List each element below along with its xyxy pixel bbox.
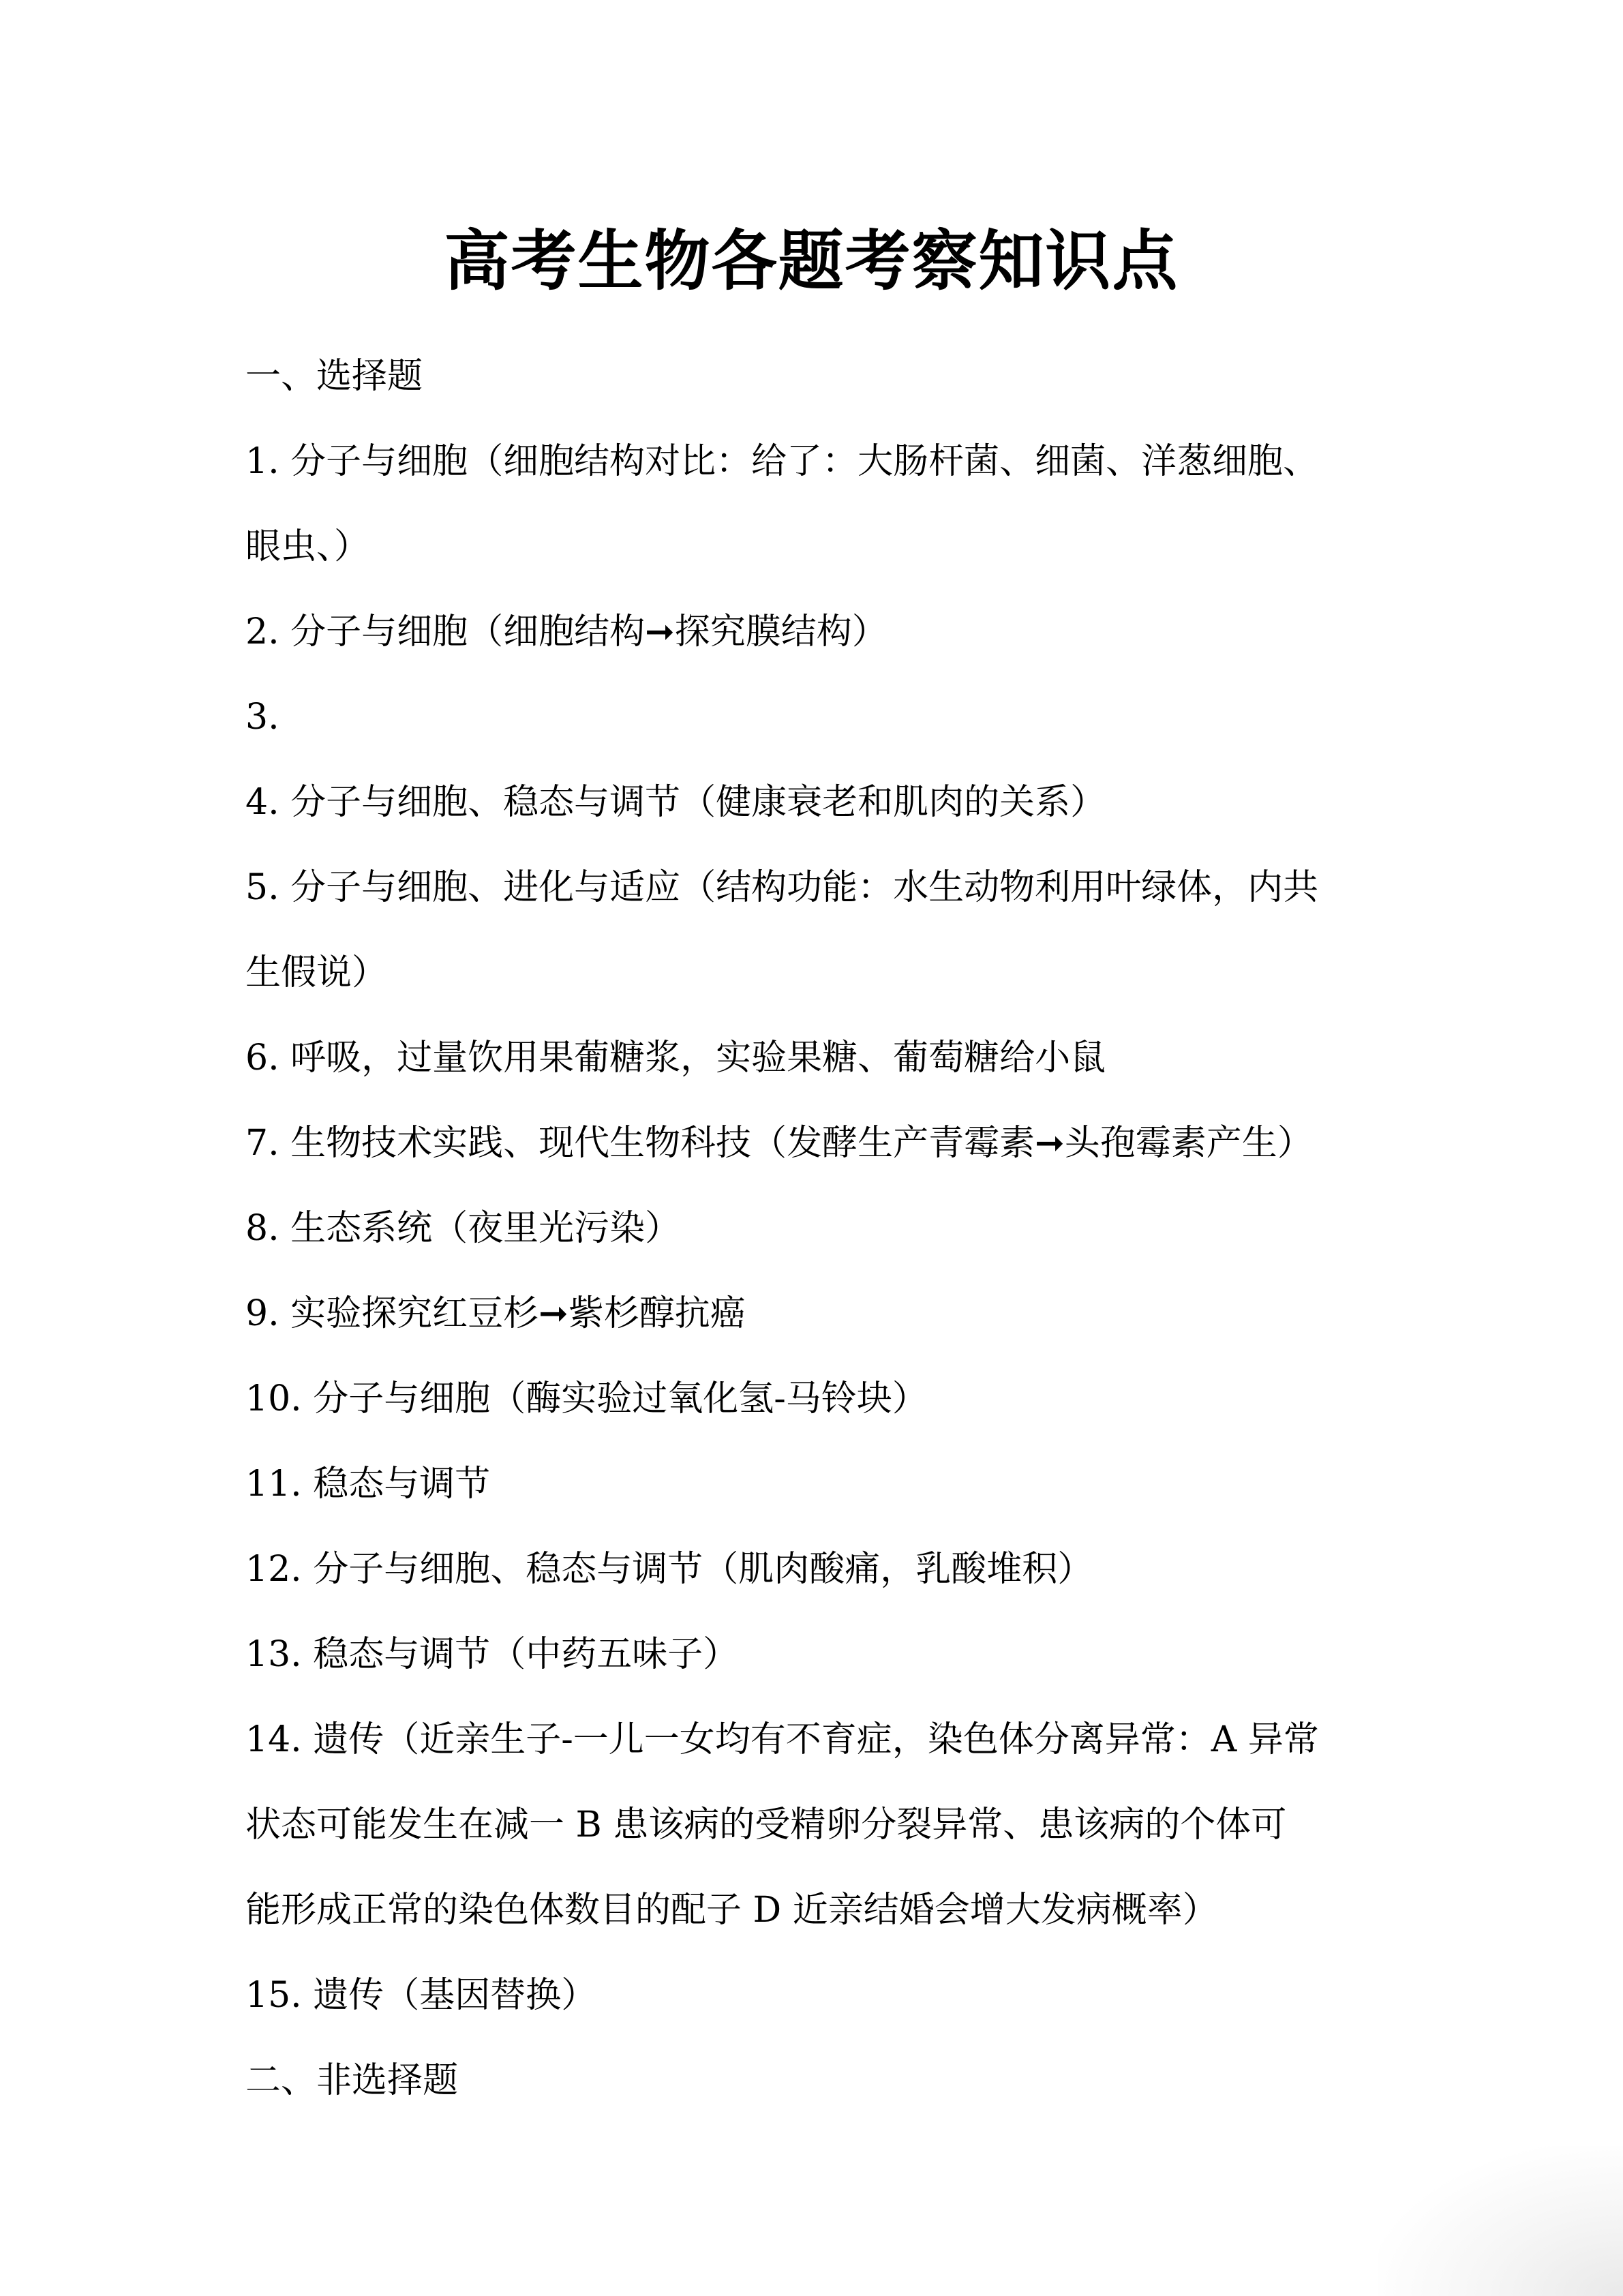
list-item-continuation: 眼虫、） [245, 526, 370, 567]
list-item: 2. 分子与细胞（细胞结构➞探究膜结构） [245, 611, 888, 652]
page-corner-shadow [1378, 2146, 1623, 2296]
list-item: 15. 遗传（基因替换） [245, 1975, 597, 2016]
list-item: 4. 分子与细胞、稳态与调节（健康衰老和肌肉的关系） [245, 782, 1106, 823]
list-item: 11. 稳态与调节 [245, 1464, 491, 1505]
list-item-continuation: 能形成正常的染色体数目的配子 D 近亲结婚会增大发病概率） [245, 1890, 1218, 1931]
page-title: 高考生物各题考察知识点 [444, 222, 1179, 299]
list-item: 12. 分子与细胞、稳态与调节（肌肉酸痛，乳酸堆积） [245, 1549, 1093, 1590]
list-item: 1. 分子与细胞（细胞结构对比：给了：大肠杆菌、细菌、洋葱细胞、 [245, 441, 1319, 482]
list-item: 9. 实验探究红豆杉➞紫杉醇抗癌 [245, 1293, 746, 1334]
list-item: 10. 分子与细胞（酶实验过氧化氢-马铃块） [245, 1378, 928, 1419]
list-item: 6. 呼吸，过量饮用果葡糖浆，实验果糖、葡萄糖给小鼠 [245, 1038, 1106, 1078]
document-body [245, 334, 1391, 2124]
list-item: 7. 生物技术实践、现代生物科技（发酵生产青霉素➞头孢霉素产生） [245, 1123, 1313, 1164]
section-heading: 一、选择题 [245, 356, 423, 397]
list-item: 5. 分子与细胞、进化与适应（结构功能：水生动物利用叶绿体，内共 [245, 867, 1319, 908]
list-item: 13. 稳态与调节（中药五味子） [245, 1634, 739, 1675]
list-item-continuation: 生假说） [245, 952, 388, 993]
list-item: 8. 生态系统（夜里光污染） [245, 1208, 681, 1249]
list-item: 14. 遗传（近亲生子-一儿一女均有不育症，染色体分离异常：A 异常 [245, 1719, 1319, 1760]
section-heading: 二、非选择题 [245, 2060, 459, 2101]
list-item-continuation: 状态可能发生在减一 B 患该病的受精卵分裂异常、患该病的个体可 [245, 1804, 1287, 1845]
list-item: 3. [245, 697, 279, 738]
